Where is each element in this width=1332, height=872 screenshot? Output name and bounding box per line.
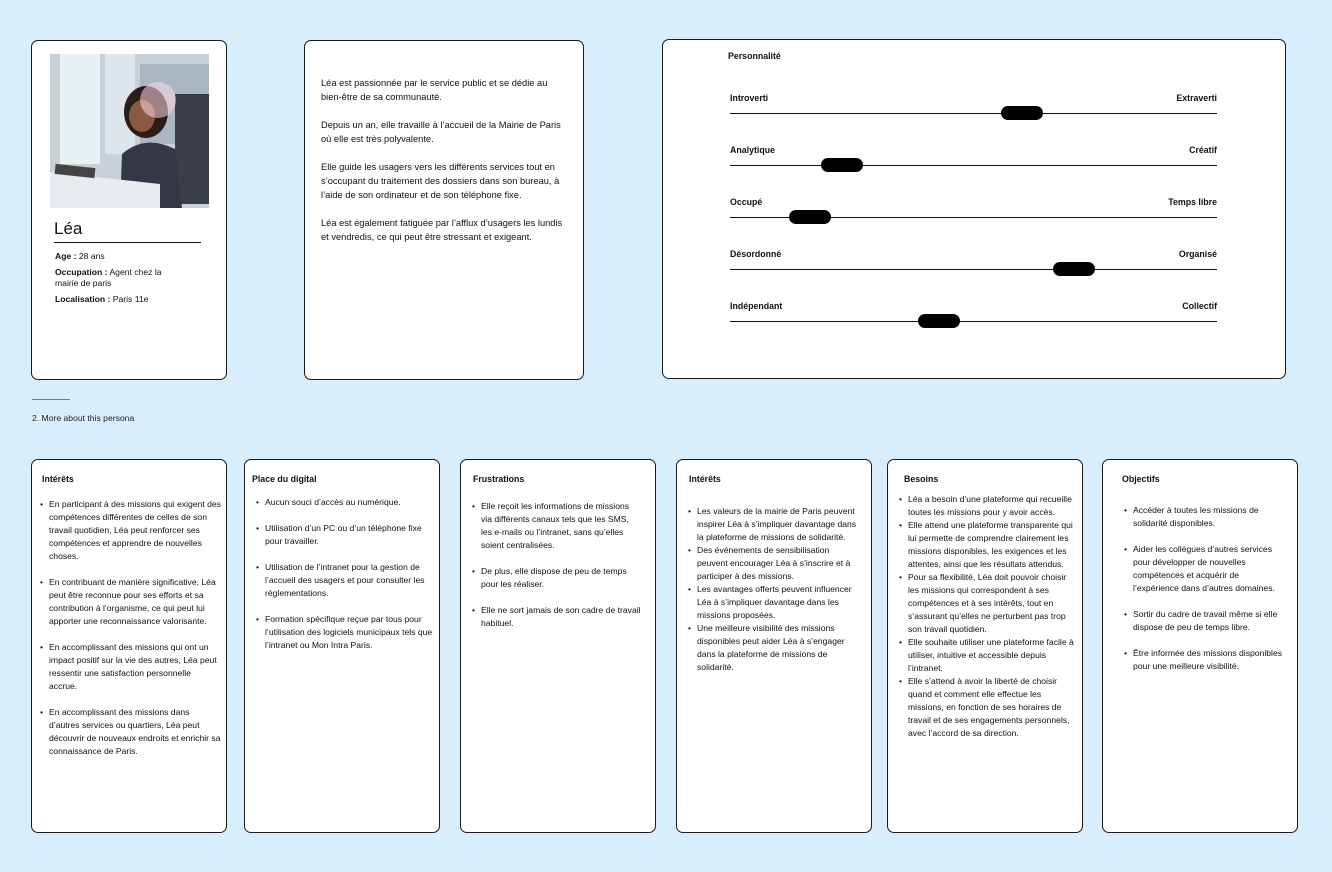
- trait-track: [730, 321, 1217, 322]
- trait-knob[interactable]: [789, 210, 831, 224]
- list-item: • Sortir du cadre de travail même si elle dispose de peu de temps libre.: [1133, 608, 1283, 634]
- trait-slider: [730, 197, 1217, 227]
- trait-track: [730, 269, 1217, 270]
- card-list: [1123, 504, 1283, 686]
- persona-photo-illustration: [50, 54, 209, 208]
- trait-left-label: Introverti: [730, 93, 769, 103]
- trait-knob[interactable]: [1053, 262, 1095, 276]
- profile-card: [31, 40, 227, 380]
- list-item: • En accomplissant des missions dans d’autres services ou quartiers, Léa peut découvrir de nouveaux endroits et enrichir sa connaissance de Paris.: [49, 706, 221, 758]
- age-info: [55, 251, 185, 262]
- frustrations-card: [460, 459, 656, 833]
- card-list: [255, 496, 433, 665]
- motivations-card: [676, 459, 872, 833]
- trait-left-label: Occupé: [730, 197, 763, 207]
- list-item: • Pour sa flexibilité, Léa doit pouvoir choisir les missions qui correspondent à ses compétences et à ses intérêts, tout en s’assurant qu’elles ne perturbent pas trop son travail quotidien.: [908, 571, 1074, 636]
- list-item: • Les valeurs de la mairie de Paris peuvent inspirer Léa à s’impliquer davantage dans la plateforme de missions de solidarité.: [697, 505, 857, 544]
- trait-knob[interactable]: [918, 314, 960, 328]
- list-item: • Utilisation d’un PC ou d’un téléphone fixe pour travailler.: [265, 522, 433, 548]
- list-item: • En participant à des missions qui exigent des compétences différentes de celles de son travail quotidien, Léa peut renforcer ses compétences et apprendre de nouvelles choses.: [49, 498, 221, 563]
- bio-card: [304, 40, 584, 380]
- bio-paragraph: Elle guide les usagers vers les différents services tout en s’occupant du traitement des dossiers dans son bureau, à l’aide de son ordinateur et de son téléphone fixe.: [321, 162, 560, 200]
- card-title: Frustrations: [473, 474, 525, 484]
- trait-right-label: Temps libre: [1168, 197, 1217, 207]
- list-item: • Elle souhaite utiliser une plateforme facile à utiliser, intuitive et accessible depuis l’intranet.: [908, 636, 1074, 675]
- list-item: • En contribuant de manière significative, Léa peut être reconnue pour ses efforts et sa contribution à l’organisme, ce qui peut lui apporter une reconnaissance valorisante.: [49, 576, 221, 628]
- persona-photo: [50, 54, 209, 208]
- trait-knob[interactable]: [1001, 106, 1043, 120]
- trait-right-label: Collectif: [1182, 301, 1217, 311]
- location-info: [55, 294, 185, 305]
- occupation-info: [55, 267, 185, 289]
- list-item: • En accomplissant des missions qui ont un impact positif sur la vie des autres, Léa peut ressentir une satisfaction personnelle accrue.: [49, 641, 221, 693]
- list-item: • Aider les collègues d’autres services pour développer de nouvelles compétences et acquérir de l’expérience dans d’autres domaines.: [1133, 543, 1283, 595]
- bio-paragraph: Depuis un an, elle travaille à l’accueil de la Mairie de Paris où elle est très polyvalente.: [321, 120, 561, 144]
- occupation-value: Agent chez la mairie de paris: [55, 267, 162, 288]
- list-item: • Une meilleure visibilité des missions disponibles peut aider Léa à s’engager dans la plateforme de missions de solidarité.: [697, 622, 857, 674]
- card-title: Intérêts: [689, 474, 721, 484]
- card-list: [471, 500, 641, 643]
- trait-slider: [730, 249, 1217, 279]
- bio-text: [321, 76, 566, 258]
- bio-paragraph: Léa est également fatiguée par l’afflux d’usagers les lundis et vendredis, ce qui peut être stressant et exigeant.: [321, 218, 563, 242]
- section-divider: [32, 399, 70, 400]
- age-value: 28 ans: [76, 251, 105, 261]
- needs-card: [887, 459, 1083, 833]
- trait-left-label: Analytique: [730, 145, 775, 155]
- trait-left-label: Indépendant: [730, 301, 783, 311]
- card-title: Besoins: [904, 474, 939, 484]
- age-label: Age :: [55, 251, 77, 261]
- trait-track: [730, 165, 1217, 166]
- goals-card: [1102, 459, 1298, 833]
- location-label: Localisation :: [55, 294, 111, 304]
- list-item: • Léa a besoin d’une plateforme qui recueille toutes les missions pour y avoir accès.: [908, 493, 1074, 519]
- trait-right-label: Créatif: [1189, 145, 1217, 155]
- list-item: • Les avantages offerts peuvent influencer Léa à s’impliquer davantage dans les missions proposées.: [697, 583, 857, 622]
- trait-knob[interactable]: [821, 158, 863, 172]
- persona-name: Léa: [54, 219, 83, 238]
- trait-right-label: Organisé: [1178, 249, 1217, 259]
- list-item: • Accéder à toutes les missions de solidarité disponibles.: [1133, 504, 1283, 530]
- interests-card: [31, 459, 227, 833]
- card-title: Objectifs: [1122, 474, 1160, 484]
- card-title: Place du digital: [252, 474, 317, 484]
- personality-title: Personnalité: [728, 51, 781, 61]
- location-value: Paris 11e: [110, 294, 149, 304]
- trait-slider: [730, 301, 1217, 331]
- trait-slider: [730, 145, 1217, 175]
- digital-card: [244, 459, 440, 833]
- list-item: • Elle attend une plateforme transparente qui lui permette de comprendre clairement les missions disponibles, les exigences et les attentes, ainsi que les résultats attendus.: [908, 519, 1074, 571]
- trait-left-label: Désordonné: [730, 249, 782, 259]
- trait-right-label: Extraverti: [1176, 93, 1217, 103]
- trait-track: [730, 113, 1217, 114]
- list-item: • Elle reçoit les informations de missions via différents canaux tels que les SMS, les e-mails ou l’intranet, sans qu’elles soient centralisées.: [481, 500, 641, 552]
- card-title: Intérêts: [42, 474, 74, 484]
- list-item: • Elle s’attend à avoir la liberté de choisir quand et comment elle effectue les missions, en fonction de ses horaires de travail et de ses engagements personnels, avec l’accord de sa direction.: [908, 675, 1074, 740]
- card-list: [39, 498, 221, 771]
- section-title: 2. More about this persona: [32, 413, 135, 423]
- card-list: [898, 493, 1074, 740]
- card-list: [687, 505, 857, 674]
- list-item: • Des événements de sensibilisation peuvent encourager Léa à s’inscrire et à participer à des missions.: [697, 544, 857, 583]
- list-item: • De plus, elle dispose de peu de temps pour les réaliser.: [481, 565, 641, 591]
- list-item: • Formation spécifique reçue par tous pour l’utilisation des logiciels municipaux tels que l’intranet ou Mon Intra Paris.: [265, 613, 433, 652]
- list-item: • Être informée des missions disponibles pour une meilleure visibilité.: [1133, 647, 1283, 673]
- name-divider: [54, 242, 201, 243]
- list-item: • Utilisation de l’intranet pour la gestion de l’accueil des usagers et pour consulter les réglementations.: [265, 561, 433, 600]
- list-item: • Elle ne sort jamais de son cadre de travail habituel.: [481, 604, 641, 630]
- occupation-label: Occupation :: [55, 267, 108, 277]
- list-item: • Aucun souci d’accès au numérique.: [265, 496, 433, 509]
- personality-card: [662, 39, 1286, 379]
- bio-paragraph: Léa est passionnée par le service public et se dédie au bien-être de sa communauté.: [321, 78, 548, 102]
- trait-slider: [730, 93, 1217, 123]
